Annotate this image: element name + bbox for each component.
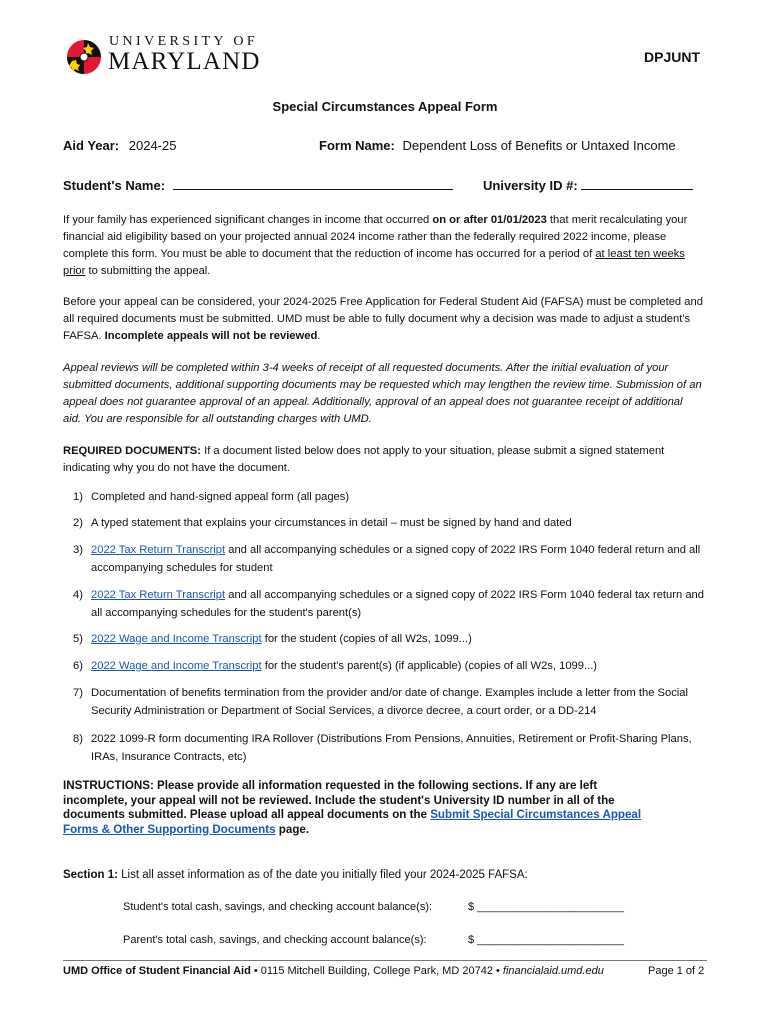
intro-date: on or after 01/01/2023 (432, 214, 547, 226)
form-name (319, 138, 676, 153)
parent-balance-field[interactable]: $ ________________________ (468, 934, 624, 946)
form-code: DPJUNT (644, 49, 701, 65)
university-id-row (483, 177, 693, 193)
umd-logo (66, 36, 276, 78)
item-text: and all accompanying schedules or a signed copy of 2022 IRS Form 1040 federal return and all accompanying schedules for student (91, 544, 701, 574)
section-1-label: Section 1: (63, 869, 118, 881)
wage-income-transcript-link[interactable]: 2022 Wage and Income Transcript (91, 660, 262, 672)
student-balance-field[interactable]: $ ________________________ (468, 901, 624, 913)
aid-year (63, 138, 176, 153)
footer-website: financialaid.umd.edu (502, 965, 604, 977)
item-number: 5) (73, 633, 83, 645)
student-balance-label: Student's total cash, savings, and checking account balance(s): (123, 901, 433, 913)
item-number: 6) (73, 660, 83, 672)
item-number: 8) (73, 733, 83, 745)
footer-address: • 0115 Mitchell Building, College Park, MD 20742 • (250, 965, 503, 977)
item-number: 7) (73, 687, 83, 699)
intro-text: If your family has experienced significant changes in income that occurred (63, 214, 433, 226)
list-item (63, 684, 708, 720)
section-1-heading (63, 869, 528, 881)
student-name-label: Student's Name: (63, 178, 166, 193)
item-text: Documentation of benefits termination from the provider and/or date of change. Examples include a letter from the Social Security Administration or Department of Social Services, a divorce decree, a court order, or a DD-214 (91, 687, 688, 717)
page-number: Page 1 of 2 (648, 965, 705, 977)
item-text: Completed and hand-signed appeal form (all pages) (91, 491, 350, 503)
list-item (63, 514, 708, 532)
footer-divider (63, 960, 707, 961)
logo-line-1: UNIVERSITY OF (109, 34, 259, 49)
required-documents-intro (63, 443, 703, 477)
instructions (63, 779, 663, 837)
list-item (63, 630, 708, 648)
tax-return-transcript-link[interactable]: 2022 Tax Return Transcript (91, 544, 226, 556)
submit-appeal-forms-link[interactable]: Submit Special Circumstances Appeal Forms & Other Supporting Documents (63, 808, 642, 836)
list-item (63, 586, 708, 622)
item-text: for the student (copies of all W2s, 1099...) (261, 633, 472, 645)
logo-line-2: MARYLAND (108, 48, 261, 75)
form-name-value: Dependent Loss of Benefits or Untaxed Income (402, 138, 676, 153)
student-name-row (63, 177, 453, 193)
form-name-label: Form Name: (319, 138, 395, 153)
fafsa-text: Before your appeal can be considered, your 2024-2025 Free Application for Federal Student Aid (FAFSA) must be completed and all required documents must be submitted. UMD must be able to fully document why a decision was made to adjust a student's FAFSA. (63, 296, 703, 342)
wage-income-transcript-link[interactable]: 2022 Wage and Income Transcript (91, 633, 262, 645)
university-id-label: University ID #: (483, 178, 578, 193)
review-notice: Appeal reviews will be completed within 3-4 weeks of receipt of all requested documents. After the initial evaluation of your submitted documents, additional supporting documents may be requested which may lengthen the review time. Submission of an appeal does not guarantee approval of an appeal. Additionally, approval of an appeal does not guarantee receipt of additional aid. You are responsible for all outstanding charges with UMD. (63, 362, 702, 425)
list-item (63, 488, 708, 506)
list-item (63, 730, 708, 766)
item-number: 1) (73, 491, 83, 503)
item-text: A typed statement that explains your circumstances in detail – must be signed by hand and dated (91, 517, 572, 529)
student-name-field[interactable] (173, 177, 453, 190)
intro-period: at least ten weeks prior (63, 248, 685, 277)
instructions-end: page. (275, 822, 310, 836)
item-number: 3) (73, 544, 83, 556)
intro-paragraph-2 (63, 294, 703, 345)
footer-office: UMD Office of Student Financial Aid (63, 965, 251, 977)
item-number: 2) (73, 517, 83, 529)
item-text: 2022 1099-R form documenting IRA Rollover (Distributions From Pensions, Annuities, Retirement or Profit-Sharing Plans, IRAs, Insurance Contracts, etc) (91, 733, 692, 763)
item-text: and all accompanying schedules or a signed copy of 2022 IRS Form 1040 federal tax return and all accompanying schedules for the student's parent(s) (91, 589, 704, 619)
aid-year-value: 2024-25 (128, 138, 177, 153)
intro-text-2: that merit recalculating your financial aid eligibility based on your projected annual 2024 income rather than the federally required 2022 income, please complete this form. You must be able to document that the reduction of income has occurred for a period of (63, 214, 688, 260)
umd-shield-icon (66, 38, 102, 76)
item-number: 4) (73, 589, 83, 601)
section-1-text: List all asset information as of the date you initially filed your 2024-2025 FAFSA: (117, 869, 528, 881)
fafsa-period: . (317, 330, 321, 342)
item-text: for the student's parent(s) (if applicable) (copies of all W2s, 1099...) (261, 660, 598, 672)
list-item (63, 541, 708, 577)
university-id-field[interactable] (581, 177, 693, 190)
intro-paragraph-1 (63, 212, 703, 280)
parent-balance-label: Parent's total cash, savings, and checking account balance(s): (123, 934, 427, 946)
aid-year-label: Aid Year: (63, 138, 120, 153)
form-title: Special Circumstances Appeal Form (272, 99, 498, 114)
footer (63, 965, 604, 977)
instructions-text: INSTRUCTIONS: Please provide all information requested in the following sections. If any are left incomplete, your appeal will not be reviewed. Include the student's University ID number in all of the documents submitted. Please upload all appeal documents on the (63, 779, 615, 821)
incomplete-warning: Incomplete appeals will not be reviewed (104, 330, 318, 342)
required-text: If a document listed below does not apply to your situation, please submit a signed statement indicating why you do not have the document. (63, 445, 665, 474)
list-item (63, 657, 708, 675)
tax-return-transcript-link[interactable]: 2022 Tax Return Transcript (91, 589, 226, 601)
required-label: REQUIRED DOCUMENTS: (63, 445, 201, 457)
intro-text-3: to submitting the appeal. (85, 265, 211, 277)
